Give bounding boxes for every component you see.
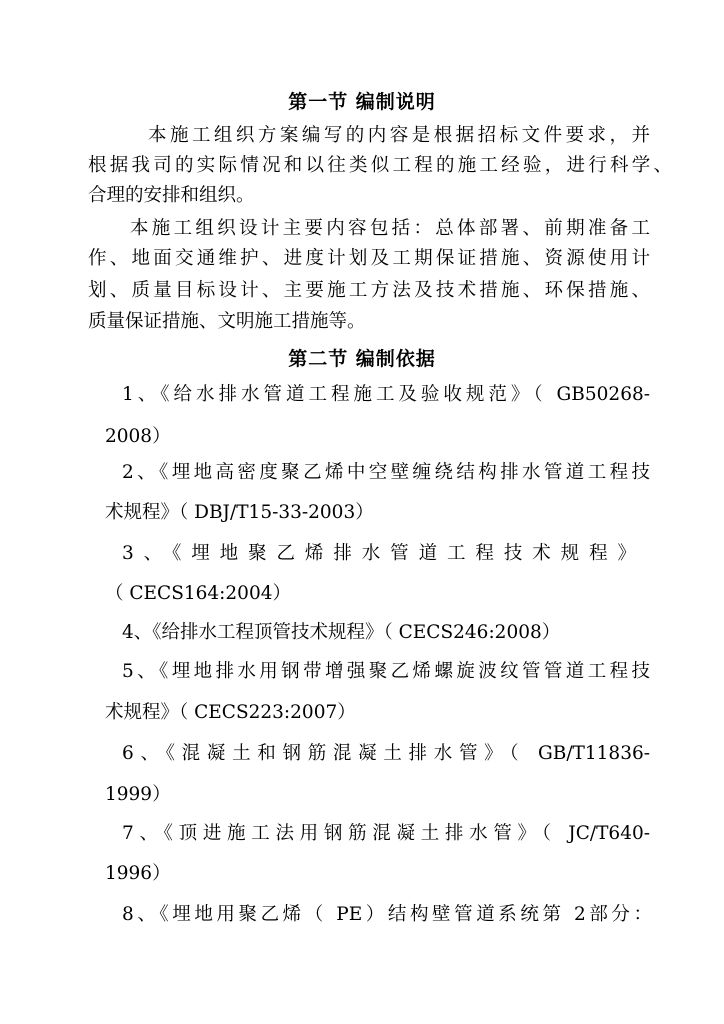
paragraph-2-line-3: 划、质量目标设计、主要施工方法及技术措施、环保措施、 bbox=[88, 280, 650, 301]
reference-item-5-line-2: 术规程》（ CECS223:2007） bbox=[105, 702, 356, 723]
section-1-title: 第一节 编制说明 bbox=[288, 91, 436, 113]
reference-item-1-line-1: 1、《给水排水管道工程施工及验收规范》（ GB50268- bbox=[122, 384, 650, 405]
reference-item-3-line-2: （ CECS164:2004） bbox=[105, 583, 291, 604]
paragraph-1-line-3: 合理的安排和组织。 bbox=[88, 185, 255, 206]
reference-item-5-line-1: 5、《埋地排水用钢带增强聚乙烯螺旋波纹管管道工程技 bbox=[122, 661, 650, 682]
paragraph-2-line-4: 质量保证措施、文明施工措施等。 bbox=[88, 311, 366, 332]
reference-item-3-line-1: 3、《埋地聚乙烯排水管道工程技术规程》 bbox=[122, 543, 642, 564]
reference-item-7-line-1: 7、《顶进施工法用钢筋混凝土排水管》（ JC/T640- bbox=[122, 823, 650, 844]
reference-item-1-line-2: 2008） bbox=[105, 426, 171, 447]
section-2-title: 第二节 编制依据 bbox=[288, 348, 436, 370]
paragraph-1-line-2: 根据我司的实际情况和以往类似工程的施工经验，进行科学、 bbox=[88, 155, 672, 176]
reference-item-6-line-1: 6、《混凝土和钢筋混凝土排水管》（ GB/T11836- bbox=[122, 743, 650, 764]
paragraph-2-line-2: 作、地面交通维护、进度计划及工期保证措施、资源使用计 bbox=[88, 248, 650, 269]
paragraph-1-line-1: 本施工组织方案编写的内容是根据招标文件要求，并 bbox=[148, 125, 650, 146]
reference-item-2-line-1: 2、《埋地高密度聚乙烯中空壁缠绕结构排水管道工程技 bbox=[122, 462, 650, 483]
reference-item-2-line-2: 术规程》（ DBJ/T15-33-2003） bbox=[105, 502, 374, 523]
reference-item-7-line-2: 1996） bbox=[105, 863, 171, 884]
reference-item-6-line-2: 1999） bbox=[105, 784, 171, 805]
reference-item-4: 4、《给排水工程顶管技术规程》（ CECS246:2008） bbox=[122, 622, 561, 643]
paragraph-2-line-1: 本施工组织设计主要内容包括：总体部署、前期准备工 bbox=[130, 218, 650, 239]
reference-item-8-line-1: 8、《埋地用聚乙烯（ PE）结构壁管道系统第 2部分： bbox=[122, 904, 652, 925]
